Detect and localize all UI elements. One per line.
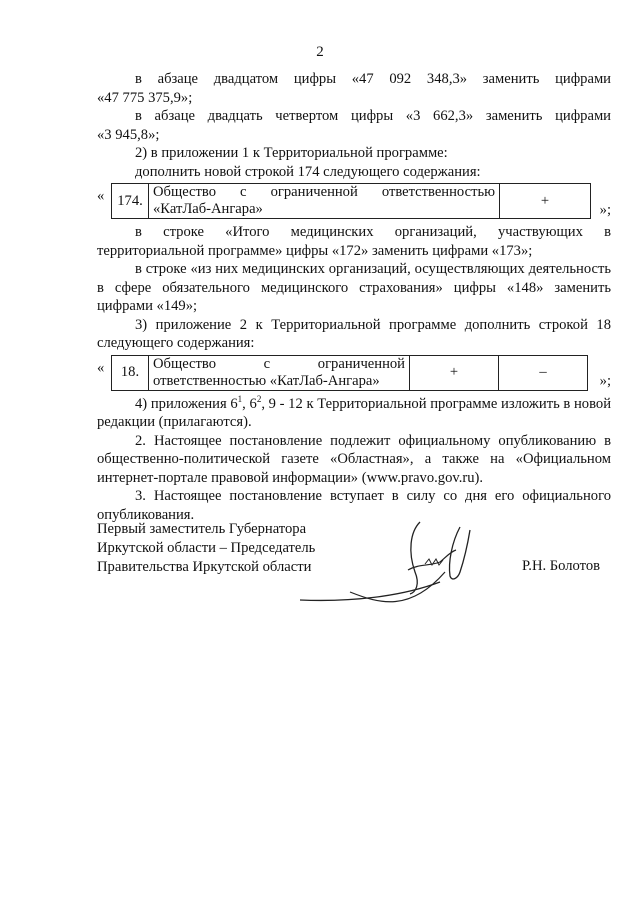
page-number: 2 — [316, 44, 324, 60]
signature-title-line1: Первый заместитель Губернатора — [97, 521, 307, 537]
table2-mark1: + — [410, 355, 499, 390]
table1-row — [97, 183, 611, 221]
table2-row — [97, 355, 611, 393]
paragraph-p4: дополнить новой строкой 174 следующего содержания: — [135, 163, 481, 180]
p8-mid1: , 6 — [242, 395, 257, 412]
paragraph-p1-line1: в абзаце двадцатом цифры «47 092 348,3» заменить цифрами — [135, 71, 611, 87]
paragraph-p10: 3. Настоящее постановление вступает в силу со дня его официального опубликования. — [97, 488, 611, 523]
table2 — [111, 355, 588, 391]
p8-rest: , 9 - 12 к Территориальной программе изложить в новой редакции (прилагаются). — [97, 395, 612, 430]
table2-open-quote: « — [97, 359, 105, 376]
signatory-name: Р.Н. Болотов — [522, 558, 601, 574]
paragraph-p3: 2) в приложении 1 к Территориальной программе: — [135, 145, 448, 161]
document-body — [97, 70, 611, 524]
paragraph-p9: 2. Настоящее постановление подлежит официальному опубликованию в общественно-политической газете «Областная», а также на «Официальном интернет-портале правовой информации» (www.pravo.gov.ru). — [97, 432, 611, 486]
table2-close-quote: »; — [599, 373, 611, 389]
paragraph-p6: в строке «из них медицинских организаций, осуществляющих деятельность в сфере обязательного медицинского страхования» цифры «148» заменить цифрами «149»; — [97, 261, 611, 314]
table1-name-line1: Общество с ограниченной ответственностью — [153, 184, 495, 200]
signature-title — [97, 520, 315, 577]
table1-name-line2: «КатЛаб-Ангара» — [153, 201, 263, 217]
handwritten-signature-icon — [290, 512, 490, 617]
table1-close-quote: »; — [599, 201, 611, 218]
p8-pre: 4) приложения 6 — [135, 395, 238, 412]
signature-title-line3: Правительства Иркутской области — [97, 559, 312, 575]
p8-sup1: 1 — [237, 393, 243, 404]
paragraph-p5: в строке «Итого медицинских организаций, участвующих в территориальной программе» цифры «172» заменить цифрами «173»; — [97, 224, 611, 259]
p8-sup2: 2 — [256, 393, 262, 404]
table2-name — [149, 355, 410, 390]
paragraph-p2-line1: в абзаце двадцать четвертом цифры «3 662,3» заменить цифрами — [135, 108, 611, 124]
table2-number: 18. — [112, 355, 149, 390]
table1-name — [149, 184, 500, 219]
paragraph-p1-line2: «47 775 375,9»; — [97, 89, 193, 106]
table1 — [111, 183, 591, 219]
table1-number: 174. — [112, 184, 149, 219]
signature-title-line2: Иркутской области – Председатель — [97, 540, 316, 556]
paragraph-p8 — [97, 395, 611, 432]
paragraph-p7: 3) приложение 2 к Территориальной программе дополнить строкой 18 следующего содержания: — [97, 316, 611, 351]
table2-name-line1: Общество с ограниченной — [153, 355, 405, 372]
table2-name-line2: ответственностью «КатЛаб-Ангара» — [153, 372, 380, 389]
table1-open-quote: « — [97, 188, 105, 204]
table1-mark: + — [500, 184, 591, 219]
table2-mark2: – — [499, 355, 588, 390]
paragraph-p2-line2: «3 945,8»; — [97, 126, 160, 143]
